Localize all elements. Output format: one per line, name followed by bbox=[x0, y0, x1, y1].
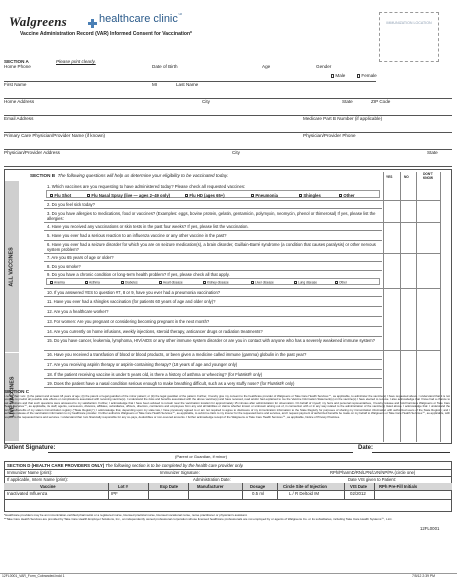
question-7: 7. Are you 65 years of age or older? bbox=[44, 253, 382, 262]
option-liver-disease[interactable]: Liver disease bbox=[251, 281, 274, 285]
question-17: 17. Are you receiving aspirin therapy or aspirin-containing therapy? (18 years of age and younger only) bbox=[44, 360, 382, 370]
physician-phone-label: Physician/Provider Phone bbox=[303, 133, 356, 138]
col-dosage: Dosage bbox=[250, 484, 266, 489]
dont-know-column-header: DON'T KNOW bbox=[422, 172, 434, 180]
form-code: 12FL0001 bbox=[420, 526, 440, 531]
vis-date-label: Date VIS given to Patient: bbox=[348, 477, 396, 482]
no-column-header: NO bbox=[404, 175, 409, 179]
male-checkbox[interactable]: Male bbox=[331, 73, 345, 78]
form-title: Vaccine Administration Record (VAR) Informed Consent for Vaccination* bbox=[20, 31, 192, 37]
question-4: 4. Have you received any vaccinations or skin tests in the past four weeks? If yes, please list the vaccination. bbox=[44, 222, 382, 231]
question-13: 13. For women: Are you pregnant or considering becoming pregnant in the next month? bbox=[44, 317, 382, 327]
row-site: L / R Deltoid IM bbox=[289, 491, 320, 496]
physician-city-label: City bbox=[232, 150, 240, 155]
option-anemia[interactable]: Anemia bbox=[50, 281, 65, 285]
question-11: 11. Have you ever had a shingles vaccination (for patients 60 years of age and older only)? bbox=[44, 297, 382, 307]
intern-name-label: If applicable, Intern Name (print): bbox=[7, 477, 68, 482]
question-16: 16. Have you received a transfusion of blood or blood products, or been given a medicine called immune (gamma) globulin in the past year? bbox=[44, 350, 382, 360]
city-label: City bbox=[202, 99, 210, 104]
question-2: 2. Do you feel sick today? bbox=[44, 200, 382, 209]
date-label: Date: bbox=[358, 445, 374, 451]
print-clearly-note: Please print clearly. bbox=[56, 59, 96, 64]
col-manufacturer: Manufacturer bbox=[197, 484, 224, 489]
clinic-cross-icon bbox=[88, 15, 97, 24]
q9-options bbox=[46, 278, 380, 285]
footnote-1: *Healthcare providers may be an immunization-certified pharmacist or a registered nurse, licensed practical nurse, licensed vocational nurse, nurse practitioner or physician's assistant. bbox=[4, 513, 248, 517]
question-12: 12. Are you a healthcare worker? bbox=[44, 307, 382, 317]
option-flu-hd[interactable]: Flu HD (ages 65+) bbox=[185, 193, 225, 198]
last-name-label: Last Name bbox=[176, 82, 199, 87]
mi-label: MI bbox=[152, 82, 158, 87]
consent-text: I certify that I am: (i) the patient and at least 18 years of age; (ii) the parent or legal guardian of the minor patient; or (iii) the legal guardian of the patient. Further, I hereby give my consent to the healthcare provider of Walgreens or Take Care Health Services℠, as applicable, to administer the vaccine(s) I have requested above. I understand that it is not possible to predict all possible side effects or complications associated with receiving vaccine(s). I understand the risks and benefits associated with the above vaccine(s) and have received, read and/or had explained to me the Vaccine Information Statement(s) on the vaccine(s) I have elected to receive. I also acknowledge that I have had a chance to ask questions and that such questions were answered to my satisfaction. Further, I acknowledge that I have been advised to remain near the vaccination location for approximately 15 minutes after administration for observation. On behalf of myself, my heirs and personal representatives, I hereby release and hold harmless Walgreens or Take Care Health Services℠, as applicable, its staff, agents, successors, divisions, affiliates, subsidiaries, officers, directors, contractors and employees from any and all liabilities or claims whether known or unknown arising out of, in connection with or in any way related to the administration of the vaccine(s) listed above. I acknowledge that: I understand the purposes/benefits of my state's immunization registry ("State Registry"); I acknowledge that, depending upon my state law, I have previously agreed to or am not required to agree to disclosure of my immunization information to the State Registry for purposes of sharing my immunization information with authorized users of the State Registry; and I authorize release of the vaccination information to my healthcare provider. I further authorize Walgreens or Take Care Health Services℠, as applicable, to submit a claim to my insurer for the requested items and services, and I request payment of authorized benefits be made on my behalf to Walgreens or Take Care Health Services℠, as applicable, with respect to the requested items and services. I understand that I am financially responsible for any co-pays, deductibles or non-covered amounts. I further acknowledge receipt of the Walgreens or Take Care Health Services℠, as applicable, Notice of Privacy Practices. bbox=[4, 395, 450, 419]
indd-timestamp: 7/5/12 2:39 PM bbox=[412, 574, 435, 578]
physician-state-label: State bbox=[427, 150, 438, 155]
footnote-2: **Take Care Health Services are provided by Take Care Health Employer Solutions, Inc., an independently owned professional corporation whose licensed healthcare professionals are not employed by or agents of Walgreens Co. or its subsidiaries, including Take Care Health Systems℠, LLC. bbox=[4, 517, 393, 521]
row-dosage: 0.5 ml bbox=[252, 491, 264, 496]
section-b-header: SECTION B The following questions will help us determine your eligibility to be vaccinated today. bbox=[30, 173, 229, 178]
question-15: 15. Do you have cancer, leukemia, lymphoma, HIV/AIDS or any other immune system disorder or are you in contact with anyone who has a severely weakened immune system? bbox=[47, 338, 375, 343]
option-pneumonia[interactable]: Pneumonia bbox=[251, 193, 278, 198]
question-1: 1. Which vaccines are you requesting to have administered today? Please check all requested vaccines: bbox=[47, 184, 246, 189]
option-flu-shot[interactable]: Flu Shot bbox=[50, 193, 71, 198]
zip-label: ZIP Code bbox=[371, 99, 391, 104]
question-9: 9. Do you have a chronic condition or long-term health problem? If yes, please check all that apply. bbox=[47, 272, 230, 277]
immunization-location-stamp: IMMUNIZATION LOCATION bbox=[379, 12, 439, 62]
question-19: 19. Does the patient have a nasal condition serious enough to make breathing difficult, such as a very stuffy nose? (for FluMist® only) bbox=[44, 379, 382, 388]
question-10: 10. If you answered YES to question #7, 8 or 9, have you ever had a pneumonia vaccination? bbox=[44, 288, 382, 297]
q1-options bbox=[46, 190, 380, 198]
patient-signature-label: Patient Signature: bbox=[4, 445, 56, 451]
medicare-label: Medicare Part B Number (if applicable) bbox=[303, 116, 383, 121]
question-18: 18. If the patient receiving vaccine is under 5 years old, is there a history of asthma or wheezing? (for FluMist® only) bbox=[44, 370, 382, 379]
col-rph-initials: RPh Pre-Fill Initials bbox=[379, 484, 418, 489]
question-6: 6. Have you ever had a seizure disorder for which you are on seizure medication(s), a brain disorder, Guillain-Barré syndrome (a condition that causes paralysis) or other nervous system problem? bbox=[47, 242, 376, 252]
col-vis-date: VIS Date bbox=[350, 484, 367, 489]
option-asthma[interactable]: Asthma bbox=[85, 281, 100, 285]
physician-address-label: Physician/Provider Address bbox=[4, 150, 60, 155]
option-other[interactable]: Other bbox=[339, 193, 355, 198]
indd-filename: 12FL0001_VAR_Form_Cobranded.indd 1 bbox=[2, 574, 65, 578]
option-diabetes[interactable]: Diabetes bbox=[121, 281, 138, 285]
credentials-label: RPh/PharmD/RN/LPN/LVN/NP/PA (circle one) bbox=[330, 470, 416, 475]
section-a-label: SECTION A bbox=[4, 59, 29, 64]
yes-column-header: YES bbox=[386, 175, 393, 179]
question-8: 8. Do you smoke? bbox=[44, 262, 382, 271]
option-other-condition[interactable]: Other bbox=[335, 281, 347, 285]
row-vis-date: 02/2012 bbox=[350, 491, 366, 496]
state-label: State bbox=[342, 99, 353, 104]
option-lung-disease[interactable]: Lung disease bbox=[294, 281, 317, 285]
clinic-logo-text: healthcare clinic℠ bbox=[99, 13, 183, 25]
immunizer-signature-label: Immunizer Signature: bbox=[160, 470, 200, 475]
option-shingles[interactable]: Shingles bbox=[299, 193, 321, 198]
walgreens-logo: Walgreens bbox=[9, 14, 67, 29]
col-lot: Lot # bbox=[118, 484, 129, 489]
live-vaccines-label: LIVE VACCINES bbox=[9, 376, 15, 418]
option-flu-nasal[interactable]: Flu Nasal Spray (live — ages 2–49 only) bbox=[87, 193, 170, 198]
section-c-label: SECTION C bbox=[4, 389, 30, 394]
parent-guardian-note: (Parent or Guardian, if minor) bbox=[175, 454, 228, 459]
question-5: 5. Have you ever had a serious reaction to an influenza vaccine or any other vaccine in the past? bbox=[44, 231, 382, 241]
immunizer-name-label: Immunizer Name (print): bbox=[7, 470, 53, 475]
dob-label: Date of Birth bbox=[152, 64, 178, 69]
email-label: Email Address bbox=[4, 116, 34, 121]
col-vaccine: Vaccine bbox=[40, 484, 56, 489]
col-exp-date: Exp Date bbox=[160, 484, 178, 489]
pcp-name-label: Primary Care Physician/Provider Name (if known) bbox=[4, 133, 106, 138]
row-vaccine: Inactivated Influenza bbox=[7, 491, 48, 496]
female-checkbox[interactable]: Female bbox=[357, 73, 377, 78]
home-phone-label: Home Phone bbox=[4, 64, 31, 69]
all-vaccines-label: ALL VACCINES bbox=[9, 246, 15, 287]
gender-label: Gender bbox=[316, 64, 332, 69]
question-3: 3. Do you have allergies to medications, food or vaccines? (Examples: eggs, bovine protein, gelatin, gentamicin, polymyxin, neomycin, phenol or thimerosal) If yes, please list the allergies: bbox=[47, 211, 376, 221]
age-label: Age bbox=[262, 64, 271, 69]
administration-date-label: Administration Date: bbox=[193, 477, 231, 482]
col-site: Circle Site of Injection bbox=[283, 484, 327, 489]
question-14: 14. Are you currently on home infusions, weekly injections, steroid therapy, anticancer drugs or radiation treatments? bbox=[44, 327, 382, 337]
first-name-label: First Name bbox=[4, 82, 27, 87]
option-kidney-disease[interactable]: Kidney disease bbox=[203, 281, 229, 285]
row-lot: IPF bbox=[111, 491, 118, 496]
section-d-header: SECTION D (HEALTH CARE PROVIDERS ONLY) The following section is to be completed by the health care provider only. bbox=[7, 463, 244, 468]
home-address-label: Home Address bbox=[4, 99, 35, 104]
option-heart-disease[interactable]: Heart disease bbox=[159, 281, 183, 285]
